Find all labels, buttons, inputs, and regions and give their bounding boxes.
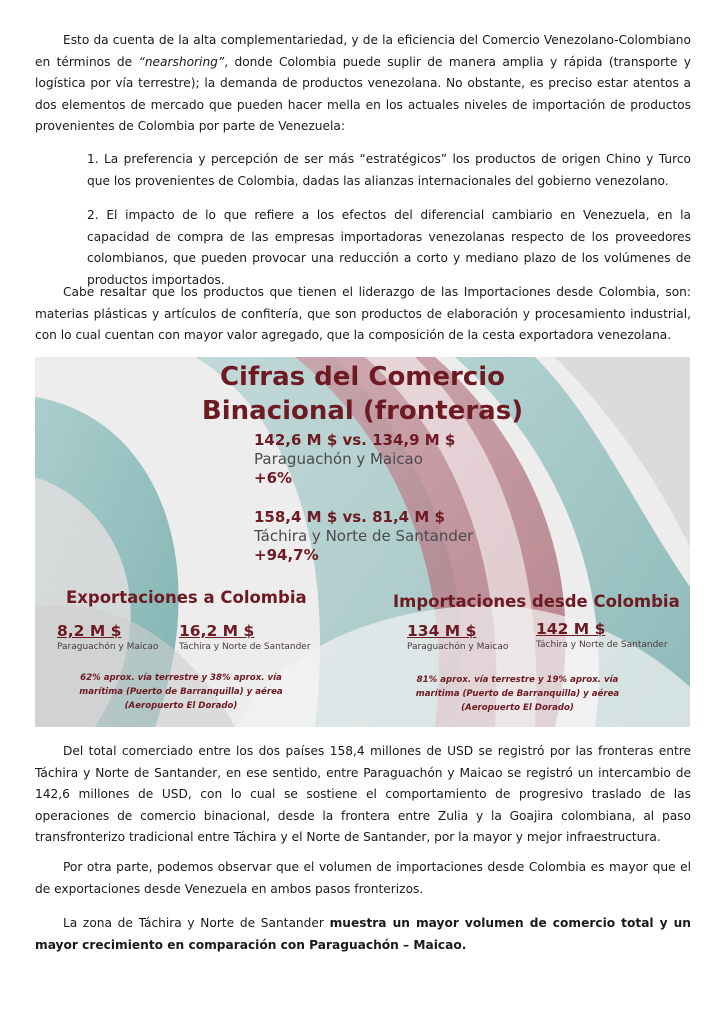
nearshoring-term: “nearshoring” [138,54,225,69]
exports-amount-paraguachon: 8,2 M $ [57,622,122,640]
paragraph-tachira-zone [35,913,691,956]
block1-place: Paraguachón y Maicao [254,450,423,468]
paragraph-tachira-emphasis: muestra un mayor volumen de comercio total y un mayor crecimiento en comparación con Paraguachón – Maicao. [35,916,691,952]
exports-amount-tachira: 16,2 M $ [179,622,255,640]
exports-note: 62% aprox. vía terrestre y 38% aprox. vía marítima (Puerto de Barranquilla) y aérea (Aeropuerto El Dorado) [79,673,283,711]
paragraph-intro [35,30,691,138]
imports-note: 81% aprox. vía terrestre y 19% aprox. vía marítima (Puerto de Barranquilla) y aérea (Aeropuerto El Dorado) [415,675,620,713]
list-item-2: 2. El impacto de lo que refiere a los efectos del diferencial cambiario en Venezuela, en la capacidad de compra de las empresas importadoras venezolanas respecto de los proveedores colombianos, que pueden provocar una reducción a corto y mediano plazo de los volúmenes de productos importados. [87,208,691,287]
imports-amount-tachira: 142 M $ [536,620,606,638]
imports-amount-paraguachon: 134 M $ [407,622,477,640]
imports-place-tachira: Táchira y Norte de Santander [536,640,668,650]
infographic-title-line2: Binacional (fronteras) [201,396,524,426]
exports-title: Exportaciones a Colombia [66,588,307,607]
infographic-title-line1: Cifras del Comercio [219,362,506,392]
paragraph-tachira-text: La zona de Táchira y Norte de Santander [63,916,330,930]
paragraph-intro-text-b: , donde Colombia puede suplir de manera amplia y rápida (transporte y logística por vía terrestre); la demanda de productos venezolana. No obstante, es preciso estar atentos a dos elementos de mercado que pueden hacer mella en los actuales niveles de importación de productos provenientes de Colombia por parte de Venezuela: [35,54,691,134]
exports-place-paraguachon: Paraguachón y Maicao [57,642,159,652]
paragraph-intro-text-a: Esto da cuenta de la alta complementariedad, y de la eficiencia del Comercio Venezolano-Colombiano en términos de [35,33,691,69]
paragraph-products: Cabe resaltar que los productos que tienen el liderazgo de las Importaciones desde Colombia, son: materias plásticas y artículos de confitería, que son productos de elaboración y procesamiento industrial, con lo cual cuentan con mayor valor agregado, que la composición de la cesta exportadora venezolana. [35,285,691,343]
block2-figures: 158,4 M $ vs. 81,4 M $ [254,508,445,526]
block2-place: Táchira y Norte de Santander [254,527,474,545]
block2-percentage: +94,7% [254,546,319,564]
paragraph-imports-comparison: Por otra parte, podemos observar que el volumen de importaciones desde Colombia es mayor que el de exportaciones desde Venezuela en ambos pasos fronterizos. [35,860,691,896]
imports-place-paraguachon: Paraguachón y Maicao [407,642,509,652]
imports-title: Importaciones desde Colombia [393,592,680,611]
trade-infographic [35,357,690,727]
exports-place-tachira: Táchira y Norte de Santander [179,642,311,652]
list-item-1: 1. La preferencia y percepción de ser más “estratégicos” los productos de origen Chino y Turco que los provenientes de Colombia, dadas las alianzas internacionales del gobierno venezolano. [87,152,691,188]
block1-percentage: +6% [254,469,293,487]
paragraph-total-traded: Del total comerciado entre los dos países 158,4 millones de USD se registró por las fronteras entre Táchira y Norte de Santander, en ese sentido, entre Paraguachón y Maicao se registró un intercambio de 142,6 millones de USD, con lo cual se sostiene el comportamiento de progresivo traslado de las operaciones de comercio binacional, desde la frontera entre Zulia y la Goajira colombiana, al paso transfronterizo tradicional entre Táchira y el Norte de Santander, por la mayor y mejor infraestructura. [35,744,691,845]
block1-figures: 142,6 M $ vs. 134,9 M $ [254,431,456,449]
